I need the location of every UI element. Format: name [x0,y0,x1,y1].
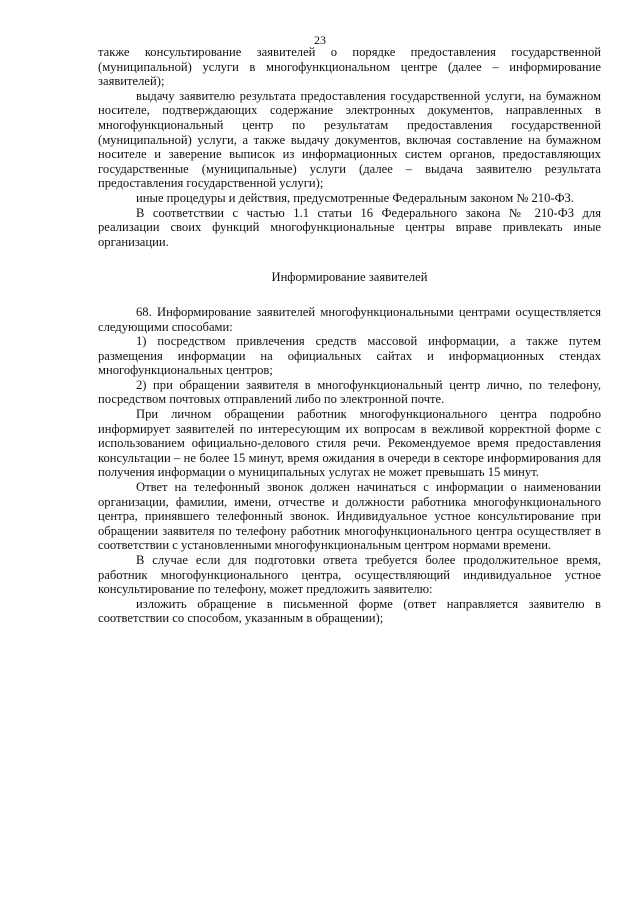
document-body [98,45,601,626]
paragraph: выдачу заявителю результата предоставления государственной услуги, на бумажном носителе, подтверждающих содержание электронных документов, направленных в многофункциональный центр по результатам предоставления государственной (муниципальной) услуги, а также выдачу документов, включая составление на бумажном носителе и заверение выписок из информационных систем органов, предоставляющих государственные (муниципальные) услуги (далее – выдача заявителю результата предоставления государственной услуги); [98,88,601,191]
paragraph: 1) посредством привлечения средств массовой информации, а также путем размещения информации на официальных сайтах и информационных стендах многофункциональных центров; [98,334,601,378]
paragraph: Ответ на телефонный звонок должен начинаться с информации о наименовании организации, фамилии, имени, отчестве и должности работника многофункционального центра, принявшего телефонный звонок. Индивидуальное устное консультирование при обращении заявителя по телефону работник многофункционального центра осуществляет в соответствии с установленными многофункциональным центром нормами времени. [98,480,601,553]
paragraph: иные процедуры и действия, предусмотренные Федеральным законом № 210-ФЗ. [136,190,574,205]
paragraph: также консультирование заявителей о порядке предоставления государственной (муниципальной) услуги в многофункциональном центре (далее – информирование заявителей); [98,45,601,89]
page-number: 23 [314,33,326,47]
paragraph: изложить обращение в письменной форме (ответ направляется заявителю в соответствии со способом, указанным в обращении); [98,596,601,626]
paragraph: При личном обращении работник многофункционального центра подробно информирует заявителей по интересующим их вопросам в вежливой корректной форме с использованием официально-делового стиля речи. Рекомендуемое время предоставления консультации – не более 15 минут, время ожидания в очереди в секторе информирования для получения информации о муниципальных услугах не может превышать 15 минут. [98,407,601,480]
paragraph: В случае если для подготовки ответа требуется более продолжительное время, работник многофункционального центра, осуществляющий индивидуальное устное консультирование по телефону, может предложить заявителю: [98,553,601,597]
paragraph: В соответствии с частью 1.1 статьи 16 Федерального закона № 210-ФЗ для реализации своих функций многофункциональные центры вправе привлекать иные организации. [98,205,601,249]
section-heading: Информирование заявителей [271,270,428,285]
paragraph: 2) при обращении заявителя в многофункциональный центр лично, по телефону, посредством почтовых отправлений либо по электронной почте. [98,377,601,407]
paragraph: 68. Информирование заявителей многофункциональными центрами осуществляется следующими способами: [98,304,601,334]
